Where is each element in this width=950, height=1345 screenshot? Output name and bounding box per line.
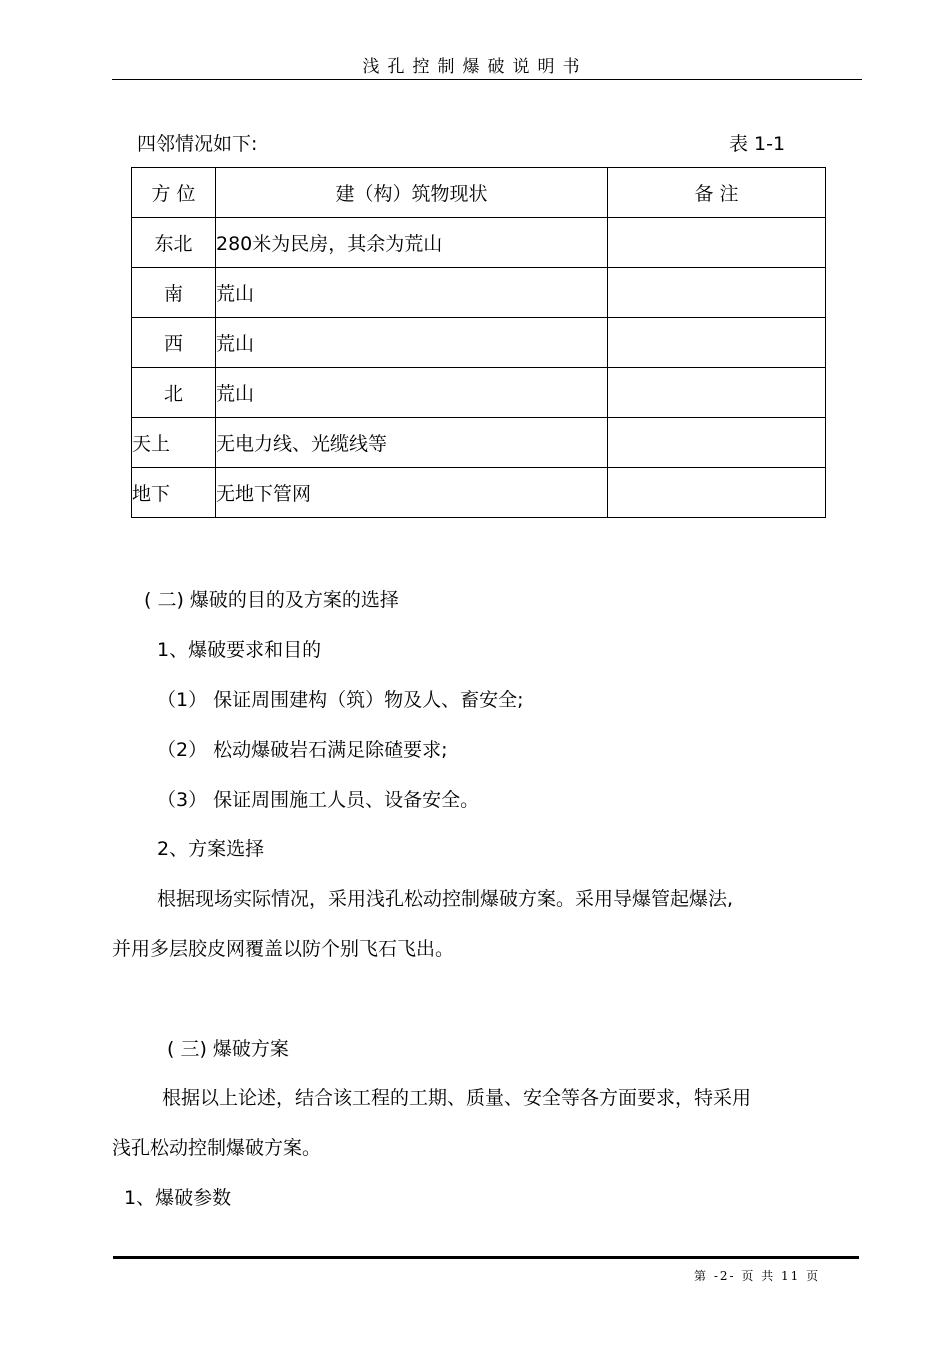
row-status: 无电力线、光缆线等 [216, 418, 608, 468]
row-status: 无地下管网 [216, 468, 608, 518]
row-remark [608, 468, 826, 518]
requirement-2: （2） 松动爆破岩石满足除碴要求; [157, 739, 448, 761]
neighbors-intro: 四邻情况如下: [137, 133, 258, 155]
row-direction: 东北 [132, 218, 216, 268]
requirement-1: （1） 保证周围建构（筑）物及人、畜安全; [157, 689, 524, 711]
paragraph-plan-line-2: 浅孔松动控制爆破方案。 [112, 1137, 322, 1159]
paragraph-scheme-line-2: 并用多层胶皮网覆盖以防个别飞石飞出。 [112, 938, 455, 960]
paragraph-scheme-line-1: 根据现场实际情况，采用浅孔松动控制爆破方案。采用导爆管起爆法, [157, 888, 734, 910]
table-row [132, 318, 826, 368]
footer-divider [113, 1256, 859, 1259]
section-3-heading: ( 三) 爆破方案 [167, 1038, 289, 1060]
page-number: 第 -2- 页 共 11 页 [694, 1269, 821, 1283]
section-2-heading: ( 二) 爆破的目的及方案的选择 [144, 589, 399, 611]
subheading-requirements: 1、爆破要求和目的 [157, 639, 322, 661]
row-remark [608, 218, 826, 268]
header-divider [112, 79, 862, 80]
row-remark [608, 368, 826, 418]
paragraph-plan-line-1: 根据以上论述，结合该工程的工期、质量、安全等各方面要求，特采用 [162, 1087, 752, 1109]
table-row [132, 418, 826, 468]
row-remark [608, 418, 826, 468]
header-direction: 方 位 [132, 168, 216, 218]
table-row [132, 268, 826, 318]
row-status: 荒山 [216, 318, 608, 368]
row-remark [608, 318, 826, 368]
row-direction: 天上 [132, 418, 216, 468]
row-direction: 南 [132, 268, 216, 318]
row-status: 荒山 [216, 368, 608, 418]
table-number: 表 1-1 [729, 133, 786, 155]
subheading-parameters: 1、爆破参数 [124, 1187, 232, 1209]
table-row [132, 468, 826, 518]
neighbors-table [131, 167, 826, 518]
subheading-scheme: 2、方案选择 [157, 838, 265, 860]
row-direction: 北 [132, 368, 216, 418]
row-remark [608, 268, 826, 318]
document-header-title: 浅孔控制爆破说明书 [362, 57, 588, 77]
table-header-row [132, 168, 826, 218]
row-status: 荒山 [216, 268, 608, 318]
row-direction: 西 [132, 318, 216, 368]
table-row [132, 218, 826, 268]
row-direction: 地下 [132, 468, 216, 518]
row-status: 280米为民房，其余为荒山 [216, 218, 608, 268]
requirement-3: （3） 保证周围施工人员、设备安全。 [157, 789, 480, 811]
header-status: 建（构）筑物现状 [216, 168, 608, 218]
header-remark: 备 注 [608, 168, 826, 218]
table-row [132, 368, 826, 418]
